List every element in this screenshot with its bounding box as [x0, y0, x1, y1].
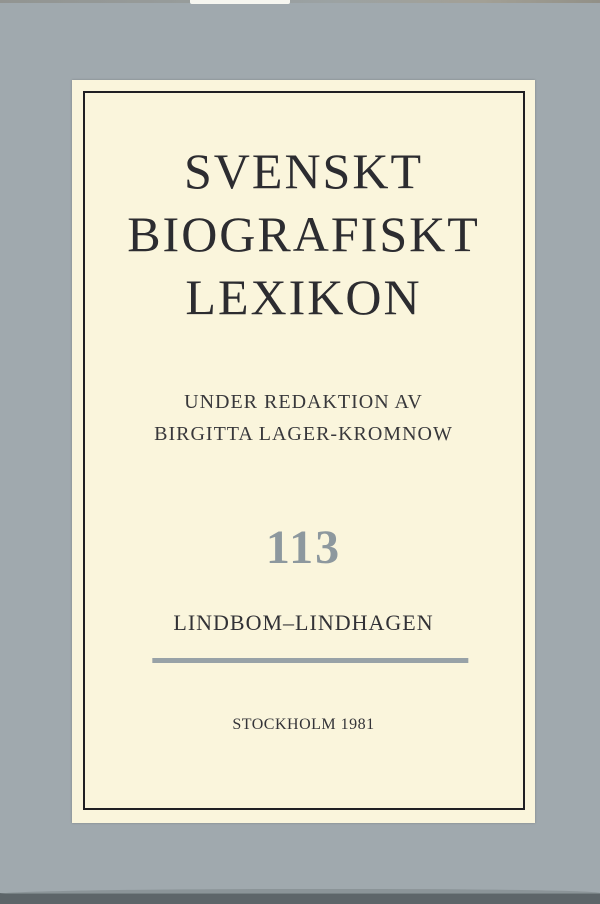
divider-rule — [152, 658, 468, 663]
book-title-line-1: SVENSKT — [183, 143, 424, 199]
book-title — [72, 140, 535, 329]
editor-credit-line-1: UNDER REDAKTION AV — [184, 391, 423, 413]
scan-edge-bottom — [0, 893, 600, 904]
imprint-line: STOCKHOLM 1981 — [232, 716, 375, 733]
editor-credit — [72, 386, 535, 450]
editor-credit-line-2: BIRGITTA LAGER-KROMNOW — [154, 423, 453, 445]
alphabetical-range: LINDBOM–LINDHAGEN — [173, 610, 434, 635]
scan-edge-top — [0, 0, 600, 3]
cover-panel — [72, 80, 535, 823]
volume-number: 113 — [265, 521, 342, 574]
book-title-line-2: BIOGRAFISKT — [127, 206, 480, 262]
book-title-line-3: LEXIKON — [185, 269, 422, 325]
scan-edge-highlight — [190, 0, 290, 4]
